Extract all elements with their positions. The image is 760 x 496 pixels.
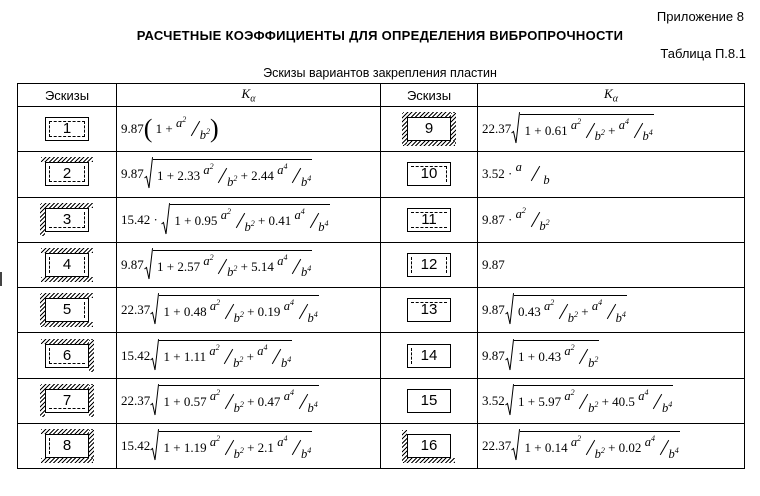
sketch-cell [381,152,478,197]
sketch-cell [381,333,478,378]
sketch-cell [18,107,117,152]
formula-cell [478,107,745,152]
fraction: $a^2$ $b^2$ [570,116,605,144]
fraction: $a^2$ $b^2$ [570,433,605,461]
sketch-cell [381,242,478,287]
fraction: $a^2$ $b^2$ [515,205,550,233]
sketch-cell [18,424,117,469]
formula: 15.42 · 1 + 0.95 $a^2$ $b^2$ + 0.41 $a^4$ $b^4$ [121,203,330,237]
radical-sign [144,248,153,282]
plate-sketch [407,208,451,232]
plate-sketch [407,344,451,368]
fraction: $a^4$ $b^4$ [283,388,318,416]
formula: 9.87 ( 1 + $a^2$ $b^2$ ) [121,114,219,144]
formula-cell [117,378,381,423]
radical-sign [150,339,159,373]
plate-sketch [407,298,451,322]
header-sketches-right: Эскизы [381,84,478,107]
hatch-top [41,203,93,208]
hatch-left [40,204,45,236]
formula: 9.87 0.43 $a^2$ $b^2$ + $a^4$ $b^4$ [482,293,627,327]
formula-cell [117,288,381,333]
radical: 1 + 1.11 $a^2$ $b^2$ + $a^4$ $b^4$ [150,339,292,373]
formula-cell [478,288,745,333]
radical: 1 + 0.57 $a^2$ $b^2$ + 0.47 $a^4$ $b^4$ [150,384,318,418]
radical: 1 + 0.48 $a^2$ $b^2$ + 0.19 $a^4$ $b^4$ [150,293,318,327]
hatch-top [41,339,93,344]
hatch-bottom [41,322,93,327]
sketch-number: 12 [420,256,438,274]
sketch-number: 6 [62,346,72,364]
sketch-cell [18,197,117,242]
radical: 1 + 2.57 $a^2$ $b^2$ + 5.14 $a^4$ $b^4$ [144,248,312,282]
hatch-bottom [403,458,455,463]
plate-sketch [407,434,451,458]
table-row [18,288,745,333]
radical-sign [511,112,520,146]
formula: 22.37 1 + 0.57 $a^2$ $b^2$ + 0.47 $a^4$ $b^4$ [121,384,319,418]
page-edge-mark [0,272,5,286]
sketch-cell [381,288,478,333]
formula-cell [117,152,381,197]
fraction: $a^2$ $b^2$ [544,297,578,325]
hatch-left [402,430,407,462]
formula-cell [478,424,745,469]
formula: 22.37 1 + 0.48 $a^2$ $b^2$ + 0.19 $a^4$ $b^4$ [121,293,319,327]
formula-cell [117,424,381,469]
appendix-label: Приложение 8 [656,9,744,24]
sketch-number: 11 [421,210,437,228]
formula: 9.87 1 + 2.57 $a^2$ $b^2$ + 5.14 $a^4$ $b^4$ [121,248,312,282]
table-row [18,197,745,242]
coefficients-table [17,83,745,469]
radical-sign [161,203,170,237]
sketch-number: 3 [62,210,72,228]
plate-sketch [407,389,451,413]
fraction: $a^2$ $b^2$ [209,343,244,371]
hatch-top [41,429,93,434]
sketch-number: 9 [424,120,434,138]
formula: 9.87 [482,257,505,273]
radical-sign [150,293,159,327]
fraction: $a^2$ $b^2$ [176,115,211,143]
hatch-right [89,340,94,372]
table-number: Таблица П.8.1 [660,46,746,61]
plate-sketch [407,117,451,141]
radical: 1 + 0.61 $a^2$ $b^2$ + $a^4$ $b^4$ [511,112,653,146]
plate-sketch [45,434,89,458]
page-title: РАСЧЕТНЫЕ КОЭФФИЦИЕНТЫ ДЛЯ ОПРЕДЕЛЕНИЯ ВИБРОПРОЧНОСТИ [136,28,624,43]
formula-cell [117,197,381,242]
table-row [18,333,745,378]
sketch-number: 8 [62,437,72,455]
radical-sign [150,429,159,463]
plate-sketch [407,253,451,277]
sketch-number: 4 [62,256,72,274]
formula-cell [478,197,745,242]
radical-sign [144,157,153,191]
hatch-right [89,385,94,417]
formula: 9.87 1 + 2.33 $a^2$ $b^2$ + 2.44 $a^4$ $b^4$ [121,157,312,191]
sketch-number: 5 [62,301,72,319]
sketch-number: 14 [420,346,438,364]
sketch-cell [18,378,117,423]
plate-sketch [45,162,89,186]
fraction: $a^4$ $b^4$ [277,252,312,280]
formula-cell [117,333,381,378]
formula-cell [478,333,745,378]
formula-cell [117,242,381,287]
radical: 1 + 5.97 $a^2$ $b^2$ + 40.5 $a^4$ $b^4$ [505,384,673,418]
radical: 0.43 $a^2$ $b^2$ + $a^4$ $b^4$ [505,293,627,327]
hatch-top [41,248,93,253]
formula: 9.87 1 + 0.43 $a^2$ $b^2$ [482,339,599,373]
fraction: $a^2$ $b^2$ [564,343,599,371]
fraction: $a^4$ $b^4$ [283,297,318,325]
formula-cell [478,378,745,423]
header-k-alpha-left: $K_\alpha$ [117,84,381,107]
sketch-number: 7 [62,391,72,409]
sketch-cell [381,107,478,152]
sketch-number: 16 [420,437,438,455]
fraction: $a^4$ $b^4$ [257,343,292,371]
fraction: $a^2$ $b^2$ [209,297,244,325]
fraction: $a^4$ $b^4$ [638,388,673,416]
hatch-left [402,113,407,145]
radical: 1 + 0.43 $a^2$ $b^2$ [505,339,600,373]
sketch-cell [381,378,478,423]
plate-sketch [45,208,89,232]
table-row [18,378,745,423]
plate-sketch [45,389,89,413]
radical-sign [505,293,514,327]
fraction: $a^4$ $b^4$ [294,207,329,235]
formula: 3.52 1 + 5.97 $a^2$ $b^2$ + 40.5 $a^4$ $b^4$ [482,384,673,418]
radical: 1 + 2.33 $a^2$ $b^2$ + 2.44 $a^4$ $b^4$ [144,157,312,191]
sketch-cell [381,197,478,242]
sketch-number: 15 [420,391,438,409]
fraction: $a^4$ $b^4$ [591,297,626,325]
hatch-top [41,384,93,389]
sketch-cell [18,152,117,197]
table-row [18,107,745,152]
radical-sign [511,429,520,463]
formula: 15.42 1 + 1.11 $a^2$ $b^2$ + $a^4$ $b^4$ [121,339,292,373]
sketch-cell [18,288,117,333]
fraction: $a^4$ $b^4$ [618,116,653,144]
plate-sketch [45,253,89,277]
sketch-number: 10 [420,165,438,183]
formula: 15.42 1 + 1.19 $a^2$ $b^2$ + 2.1 $a^4$ $b^4$ [121,429,312,463]
plate-sketch [45,298,89,322]
formula: 22.37 1 + 0.14 $a^2$ $b^2$ + 0.02 $a^4$ $b^4$ [482,429,680,463]
table-row [18,242,745,287]
fraction: a b [515,160,550,188]
plate-sketch [407,162,451,186]
fraction: $a^4$ $b^4$ [644,433,679,461]
hatch-bottom [41,277,93,282]
fraction: $a^2$ $b^2$ [220,207,255,235]
plate-sketch [45,344,89,368]
fraction: $a^2$ $b^2$ [209,433,244,461]
formula: 9.87 · $a^2$ $b^2$ [482,205,550,233]
radical: 1 + 1.19 $a^2$ $b^2$ + 2.1 $a^4$ $b^4$ [150,429,312,463]
sketch-cell [18,242,117,287]
hatch-left [40,385,45,417]
hatch-top [41,293,93,298]
radical: 1 + 0.14 $a^2$ $b^2$ + 0.02 $a^4$ $b^4$ [511,429,679,463]
formula: 3.52 · a b [482,160,550,188]
formula-cell [117,107,381,152]
formula-cell [478,152,745,197]
hatch-bottom [41,458,93,463]
fraction: $a^2$ $b^2$ [564,388,599,416]
sketch-number: 13 [420,301,438,319]
hatch-bottom [403,141,455,146]
header-sketches-left: Эскизы [18,84,117,107]
sketch-number: 2 [62,165,72,183]
radical-sign [505,384,514,418]
table-row [18,152,745,197]
plate-sketch [45,117,89,141]
fraction: $a^4$ $b^4$ [277,161,312,189]
table-header-row [18,84,745,107]
sketch-cell [381,424,478,469]
radical-sign [505,339,514,373]
hatch-left [40,294,45,326]
radical: 1 + 0.95 $a^2$ $b^2$ + 0.41 $a^4$ $b^4$ [161,203,329,237]
radical-sign [150,384,159,418]
sketch-number: 1 [62,120,72,138]
formula-cell [478,242,745,287]
sketch-cell [18,333,117,378]
formula: 22.37 1 + 0.61 $a^2$ $b^2$ + $a^4$ $b^4$ [482,112,654,146]
hatch-top [403,112,455,117]
table-row [18,424,745,469]
fraction: $a^2$ $b^2$ [209,388,244,416]
table-caption: Эскизы вариантов закрепления пластин [263,66,497,80]
hatch-top [41,157,93,162]
fraction: $a^2$ $b^2$ [203,161,238,189]
header-k-alpha-right: $K_\alpha$ [478,84,745,107]
fraction: $a^4$ $b^4$ [277,433,312,461]
fraction: $a^2$ $b^2$ [203,252,238,280]
